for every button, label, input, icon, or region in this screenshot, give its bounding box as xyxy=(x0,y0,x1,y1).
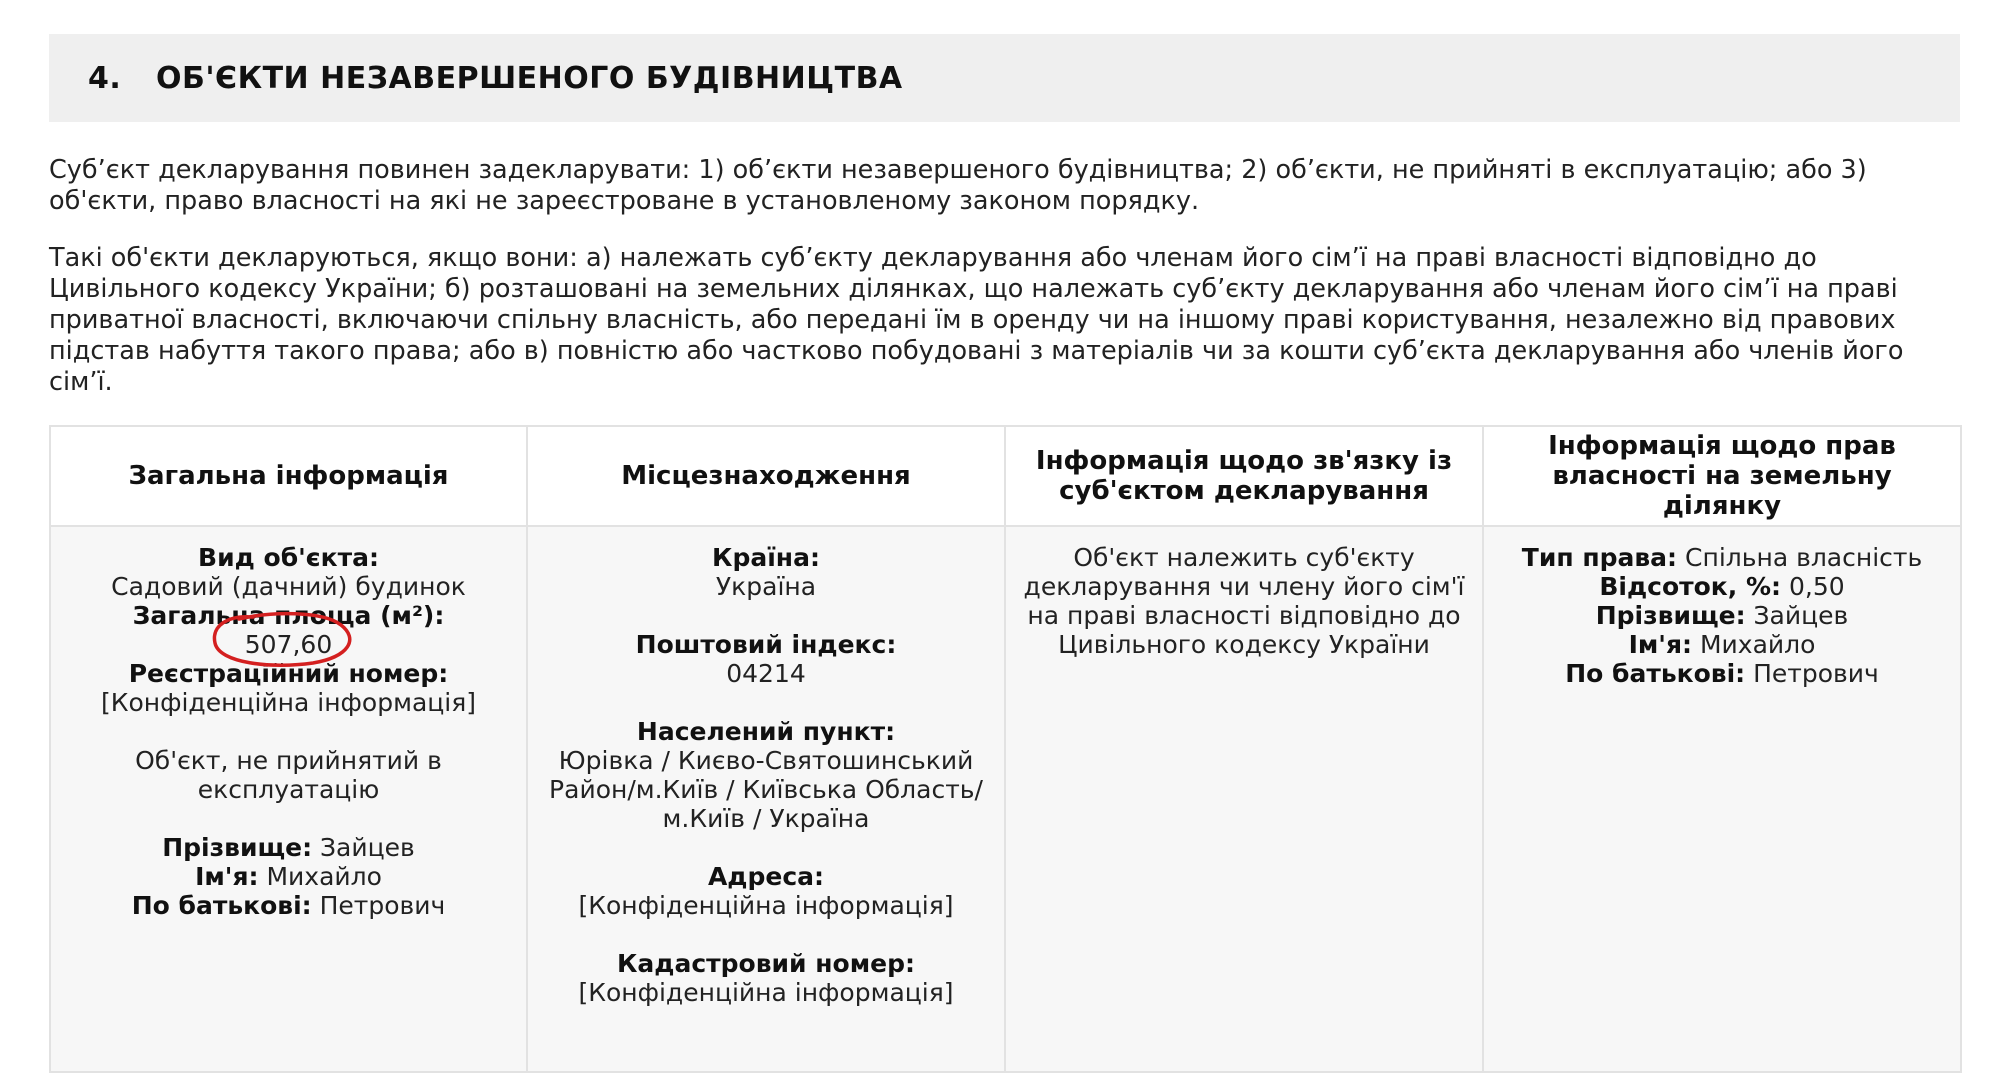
patronymic-line xyxy=(67,891,510,920)
surname-line xyxy=(67,833,510,862)
object-type-value: Садовий (дачний) будинок xyxy=(111,572,466,601)
objects-table xyxy=(49,425,1962,1073)
address-value: [Конфіденційна інформація] xyxy=(578,891,954,920)
settlement-value-line-3: м.Київ / Україна xyxy=(662,804,870,833)
header-relation: Інформація щодо зв'язку із суб'єктом декларування xyxy=(1005,426,1483,526)
country-label: Країна: xyxy=(712,543,820,572)
area-label: Загальна площа (м²): xyxy=(132,601,445,630)
right-type-line xyxy=(1500,543,1944,572)
land-surname-value: Зайцев xyxy=(1753,601,1849,630)
reg-number-value: [Конфіденційна інформація] xyxy=(100,688,477,717)
relation-text-line-4: Цивільного кодексу України xyxy=(1058,630,1430,659)
section-number: 4. xyxy=(88,60,122,96)
land-patronymic-line xyxy=(1500,659,1944,688)
postal-code-value: 04214 xyxy=(726,659,806,688)
land-name-value: Михайло xyxy=(1699,630,1816,659)
address-label: Адреса: xyxy=(707,862,825,891)
surname-label: Прізвище: xyxy=(162,833,313,862)
name-line xyxy=(67,862,510,891)
relation-text-line-2: декларування чи члену його сім'ї xyxy=(1023,572,1465,601)
intro-paragraph: Суб’єкт декларування повинен задекларувати: 1) об’єкти незавершеного будівництва; 2) об’єкти, не прийняті в експлуатацію; або 3) об'єкти, право власності на які не зареєстроване в установленому законом порядку. xyxy=(49,155,1867,216)
patronymic-value: Петрович xyxy=(319,891,446,920)
section-header xyxy=(49,34,1960,122)
header-location: Місцезнаходження xyxy=(527,426,1005,526)
share-value: 0,50 xyxy=(1788,572,1845,601)
name-label: Ім'я: xyxy=(195,862,259,891)
name-value: Михайло xyxy=(266,862,382,891)
right-type-value: Спільна власність xyxy=(1685,543,1923,572)
land-name-label: Ім'я: xyxy=(1628,630,1693,659)
table-header-row xyxy=(50,426,1961,526)
reg-number-label: Реєстраційний номер: xyxy=(128,659,449,688)
land-patronymic-label: По батькові: xyxy=(1565,659,1746,688)
land-surname-label: Прізвище: xyxy=(1595,601,1746,630)
settlement-value-line-2: Район/м.Київ / Київська Область/ xyxy=(549,775,983,804)
object-type-label: Вид об'єкта: xyxy=(198,543,379,572)
right-type-label: Тип права: xyxy=(1521,543,1678,572)
table-row xyxy=(50,526,1961,1072)
land-patronymic-value: Петрович xyxy=(1753,659,1879,688)
section-title xyxy=(88,61,903,96)
header-land-rights: Інформація щодо прав власності на земельну ділянку xyxy=(1483,426,1961,526)
area-line xyxy=(67,630,510,659)
section-title-text: ОБ'ЄКТИ НЕЗАВЕРШЕНОГО БУДІВНИЦТВА xyxy=(156,60,903,96)
cell-location xyxy=(527,526,1005,1072)
postal-code-label: Поштовий індекс: xyxy=(635,630,897,659)
relation-text-line-1: Об'єкт належить суб'єкту xyxy=(1073,543,1415,572)
surname-value: Зайцев xyxy=(320,833,415,862)
cell-relation xyxy=(1005,526,1483,1072)
country-value: Україна xyxy=(715,572,817,601)
conditions-paragraph: Такі об'єкти декларуються, якщо вони: а) належать суб’єкту декларування або членам його сім’ї на праві власності відповідно до Цивільного кодексу України; б) розташовані на земельних ділянках, що належать суб’єкту декларування або членам його сім’ї на праві приватної власності, включаючи спільну власність, або передані їм в оренду чи на іншому праві користування, незалежно від правових підстав набуття такого права; або в) повністю або частково побудовані з матеріалів чи за кошти суб’єкта декларування або членів його сім’ї. xyxy=(49,243,1904,397)
share-label: Відсоток, %: xyxy=(1599,572,1782,601)
header-general-info: Загальна інформація xyxy=(50,426,527,526)
cadastral-number-value: [Конфіденційна інформація] xyxy=(578,978,954,1007)
settlement-value-line-1: Юрівка / Києво-Святошинський xyxy=(558,746,974,775)
cell-land-rights xyxy=(1483,526,1961,1072)
share-line xyxy=(1500,572,1944,601)
cadastral-number-label: Кадастровий номер: xyxy=(616,949,916,978)
land-name-line xyxy=(1500,630,1944,659)
object-status-note: Об'єкт, не прийнятий в експлуатацію xyxy=(135,746,442,804)
relation-text-line-3: на праві власності відповідно до xyxy=(1027,601,1461,630)
area-value: 507,60 xyxy=(244,630,333,659)
patronymic-label: По батькові: xyxy=(131,891,312,920)
declaration-page xyxy=(49,34,1960,1073)
land-surname-line xyxy=(1500,601,1944,630)
settlement-label: Населений пункт: xyxy=(636,717,896,746)
area-value-wrapper xyxy=(245,630,332,659)
cell-general-info xyxy=(50,526,527,1072)
